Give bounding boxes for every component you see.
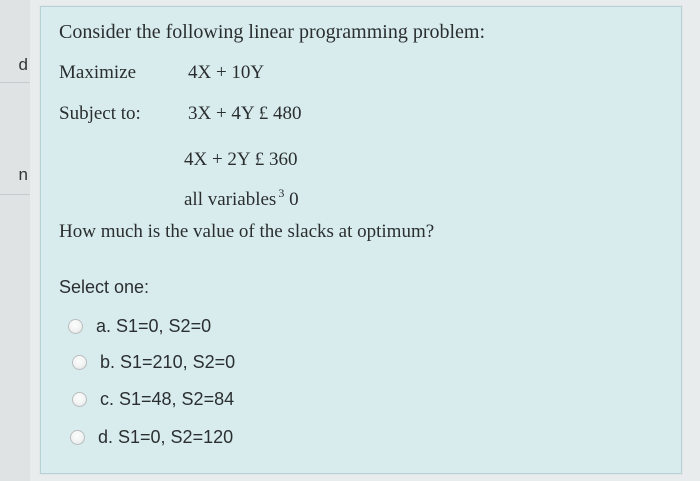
- answer-option-b[interactable]: [72, 350, 235, 374]
- radio-button-icon[interactable]: [72, 392, 87, 407]
- radio-button-icon[interactable]: [70, 430, 85, 445]
- nonneg-text: all variables: [184, 189, 277, 210]
- answer-option-label: d. S1=0, S2=120: [98, 426, 234, 447]
- select-one-label: Select one:: [59, 277, 150, 297]
- nonnegativity-constraint: [184, 186, 299, 211]
- nonneg-value: 0: [289, 189, 299, 210]
- radio-button-icon[interactable]: [72, 355, 87, 370]
- answer-option-label: b. S1=210, S2=0: [100, 351, 236, 372]
- side-tab-1[interactable]: d: [18, 55, 28, 74]
- side-divider: [0, 194, 30, 195]
- side-tab-2[interactable]: n: [18, 165, 28, 184]
- question-prompt: How much is the value of the slacks at optimum?: [59, 221, 435, 242]
- constraint-1: 3X + 4Y £ 480: [188, 103, 302, 124]
- nonneg-sup: 3: [278, 186, 285, 200]
- question-intro: Consider the following linear programming problem:: [59, 21, 486, 43]
- question-card: [40, 6, 682, 474]
- radio-button-icon[interactable]: [68, 319, 83, 334]
- objective-function: 4X + 10Y: [188, 62, 265, 83]
- answer-option-d[interactable]: [70, 425, 233, 449]
- answer-option-c[interactable]: [72, 387, 234, 411]
- answer-option-label: a. S1=0, S2=0: [96, 315, 212, 336]
- answer-option-a[interactable]: [68, 314, 211, 338]
- maximize-label: Maximize: [59, 62, 137, 83]
- subject-to-label: Subject to:: [59, 103, 141, 124]
- left-side-panel: [0, 0, 30, 481]
- side-divider: [0, 82, 30, 83]
- answer-option-label: c. S1=48, S2=84: [100, 388, 235, 409]
- constraint-2: 4X + 2Y £ 360: [184, 149, 298, 170]
